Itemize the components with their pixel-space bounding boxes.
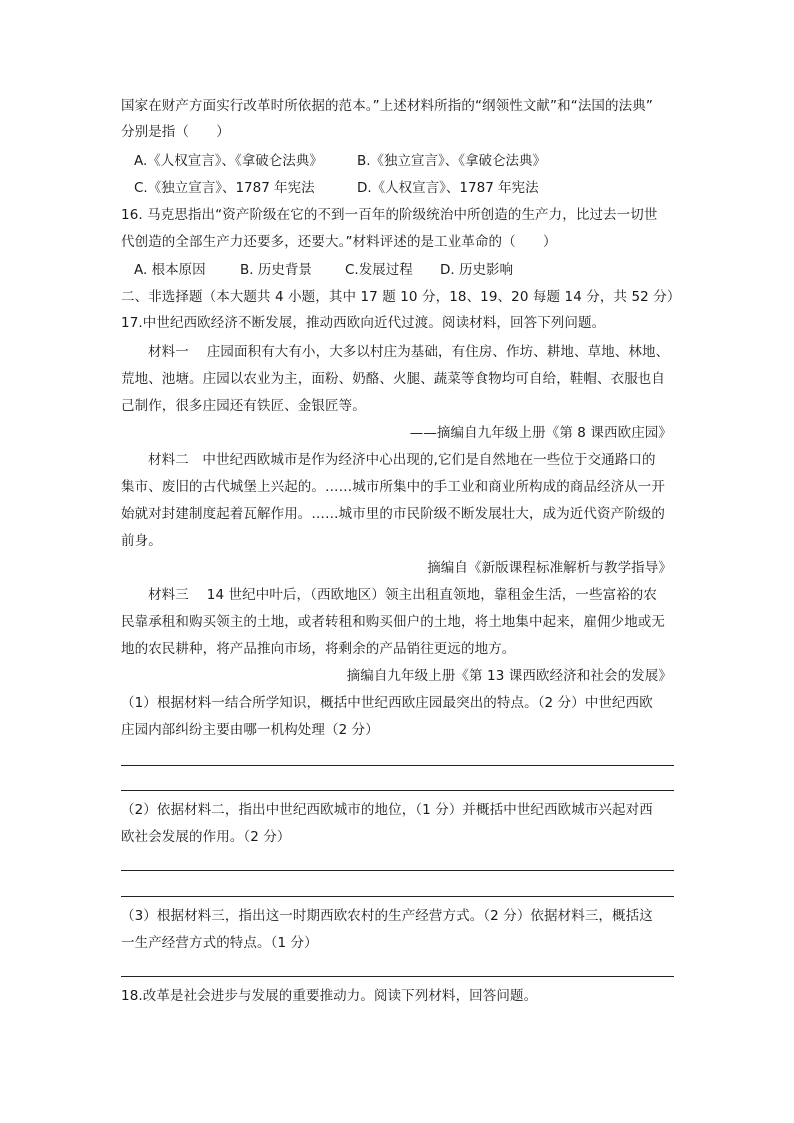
answer-line[interactable] (121, 976, 674, 977)
q15-option-c: C.《独立宣言》、1787 年宪法 (134, 180, 315, 196)
q17-sub2-line-1: （2）依据材料二，指出中世纪西欧城市的地位，（1 分）并概括中世纪西欧城市兴起对西 (121, 802, 653, 818)
q15-option-b: B.《独立宣言》、《拿破仑法典》 (357, 153, 547, 169)
material-2-line-2: 集市、废旧的古代城堡上兴起的。……城市所集中的手工业和商业所构成的商品经济从一开 (121, 479, 665, 495)
q18-stem: 18.改革是社会进步与发展的重要推动力。阅读下列材料，回答问题。 (121, 988, 538, 1004)
q17-stem: 17.中世纪西欧经济不断发展，推动西欧向近代过渡。阅读材料，回答下列问题。 (121, 315, 606, 331)
q17-sub3-line-1: （3）根据材料三，指出这一时期西欧农村的生产经营方式。（2 分）依据材料三，概括这 (121, 908, 653, 924)
material-1-line-2: 荒地、池塘。庄园以农业为主，面粉、奶酪、火腿、蔬菜等食物均可自给，鞋帽、衣服也自 (121, 371, 665, 387)
q17-sub2-line-2: 欧社会发展的作用。（2 分） (121, 829, 291, 845)
answer-line[interactable] (121, 765, 674, 766)
q16-option-d: D. 历史影响 (440, 262, 513, 278)
q16-line-1: 16. 马克思指出“资产阶级在它的不到一百年的阶级统治中所创造的生产力，比过去一切世 (121, 207, 658, 223)
material-3-line-3: 地的农民耕种，将产品推向市场，将剩余的产品销往更远的地方。 (121, 641, 516, 657)
q15-option-d: D.《人权宣言》、1787 年宪法 (357, 180, 539, 196)
material-1-line-3: 己制作，很多庄园还有铁匠、金银匠等。 (121, 398, 366, 414)
q15-continuation: 国家在财产方面实行改革时所依据的范本。”上述材料所指的“纲领性文献”和“法国的法典” (121, 98, 653, 114)
material-2-source: 摘编自《新版课程标准解析与教学指导》 (427, 560, 672, 576)
q17-sub1-line-2: 庄园内部纠纷主要由哪一机构处理（2 分） (121, 722, 379, 738)
material-2-line-4: 前身。 (121, 533, 162, 549)
answer-line[interactable] (121, 896, 674, 897)
q15-continuation-2: 分别是指（ ） (121, 124, 230, 140)
material-1-line-1: 材料一 庄园面积有大有小，大多以村庄为基础，有住房、作坊、耕地、草地、林地、 (148, 344, 670, 360)
answer-line[interactable] (121, 790, 674, 791)
material-3-source: 摘编自九年级上册《第 13 课西欧经济和社会的发展》 (346, 668, 672, 684)
section-heading: 二、非选择题（本大题共 4 小题，其中 17 题 10 分，18、19、20 每题 14 分，共 52 分） (121, 289, 681, 305)
q16-option-c: C.发展过程 (345, 262, 413, 278)
q15-option-a: A.《人权宣言》、《拿破仑法典》 (134, 153, 323, 169)
material-3-line-1: 材料三 14 世纪中叶后，（西欧地区）领主出租直领地，靠租金生活，一些富裕的农 (148, 587, 658, 603)
material-2-line-3: 始就对封建制度起着瓦解作用。……城市里的市民阶级不断发展壮大，成为近代资产阶级的 (121, 506, 665, 522)
material-1-source: ——摘编自九年级上册《第 8 课西欧庄园》 (409, 425, 672, 441)
material-3-line-2: 民靠承租和购买领主的土地，或者转租和购买佃户的土地，将土地集中起来，雇佣少地或无 (121, 614, 665, 630)
material-2-line-1: 材料二 中世纪西欧城市是作为经济中心出现的,它们是自然地在一些位于交通路口的 (148, 452, 656, 468)
q16-line-2: 代创造的全部生产力还要多，还要大。”材料评述的是工业革命的（ ） (121, 234, 557, 250)
answer-line[interactable] (121, 870, 674, 871)
q17-sub1-line-1: （1）根据材料一结合所学知识，概括中世纪西欧庄园最突出的特点。（2 分）中世纪西欧 (121, 695, 653, 711)
q17-sub3-line-2: 一生产经营方式的特点。（1 分） (121, 935, 318, 951)
q16-option-b: B. 历史背景 (240, 262, 312, 278)
q16-option-a: A. 根本原因 (134, 262, 206, 278)
